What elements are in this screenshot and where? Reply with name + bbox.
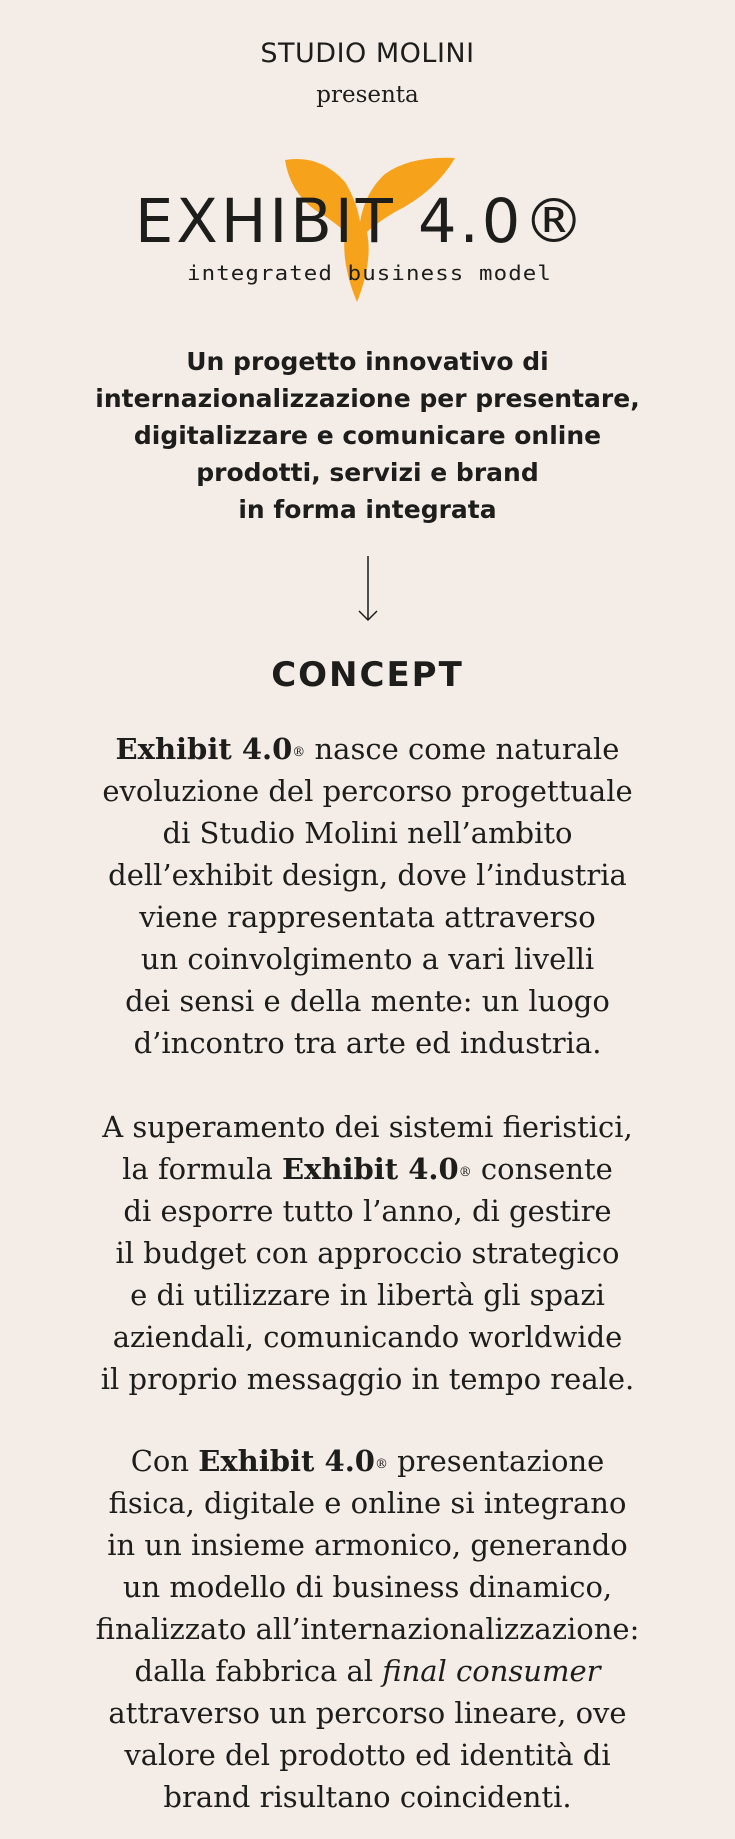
line-text: la formula — [122, 1152, 282, 1186]
paragraph-line: finalizzato all’internazionalizzazione: — [95, 1612, 640, 1646]
paragraph-line: attraverso un percorso lineare, ove — [108, 1696, 627, 1730]
logo-subline: integrated business model — [187, 261, 552, 285]
paragraph-line: fisica, digitale e online si integrano — [108, 1486, 627, 1520]
line-text: Con — [130, 1444, 199, 1478]
presenta-label: presenta — [316, 82, 419, 108]
paragraph-line: valore del prodotto ed identità di — [124, 1738, 611, 1772]
concept-paragraph-1 — [30, 728, 705, 1064]
paragraph-line: A superamento dei sistemi fieristici, — [102, 1110, 633, 1144]
exhibit-logo — [135, 152, 605, 312]
tagline-line: internazionalizzazione per presentare, — [95, 384, 640, 413]
italic-term: final consumer — [382, 1654, 601, 1688]
butterfly-logo-icon — [135, 152, 605, 312]
paragraph-line: brand risultano coincidenti. — [163, 1780, 572, 1814]
paragraph-line: di esporre tutto l’anno, di gestire — [123, 1194, 612, 1228]
brand-bold: Exhibit 4.0 — [115, 732, 293, 766]
line-text: consente — [471, 1152, 613, 1186]
registered-mark: ® — [374, 1457, 388, 1472]
brand-bold: Exhibit 4.0 — [281, 1152, 459, 1186]
registered-mark: ® — [292, 745, 306, 760]
tagline-line: Un progetto innovativo di — [186, 347, 549, 376]
brand-bold: Exhibit 4.0 — [198, 1444, 375, 1478]
paragraph-line — [30, 728, 705, 770]
paragraph-line: evoluzione del percorso progettuale — [102, 774, 633, 808]
tagline-line: digitalizzare e comunicare online — [133, 421, 602, 450]
concept-paragraph-3 — [30, 1440, 705, 1818]
paragraph-line: d’incontro tra arte ed industria. — [133, 1026, 602, 1060]
paragraph-line: aziendali, comunicando worldwide — [112, 1320, 623, 1354]
paragraph-line: il budget con approccio strategico — [115, 1236, 620, 1270]
tagline — [40, 343, 695, 528]
down-arrow-icon — [357, 556, 379, 622]
paragraph-line: in un insieme armonico, generando — [107, 1528, 628, 1562]
paragraph-line: dell’exhibit design, dove l’industria — [108, 858, 627, 892]
paragraph-line: un coinvolgimento a vari livelli — [140, 942, 595, 976]
concept-paragraph-2 — [30, 1106, 705, 1400]
line-text: nasce come naturale — [305, 732, 620, 766]
studio-name: STUDIO MOLINI — [260, 38, 475, 69]
paragraph-line: di Studio Molini nell’ambito — [162, 816, 573, 850]
line-text: presentazione — [387, 1444, 605, 1478]
paragraph-line: dei sensi e della mente: un luogo — [125, 984, 610, 1018]
tagline-line: prodotti, servizi e brand — [196, 458, 539, 487]
paragraph-line: e di utilizzare in libertà gli spazi — [130, 1278, 605, 1312]
paragraph-line — [30, 1148, 705, 1190]
paragraph-line — [30, 1650, 705, 1692]
line-text: dalla fabbrica al — [134, 1654, 383, 1688]
registered-mark: ® — [458, 1165, 472, 1180]
paragraph-line: un modello di business dinamico, — [122, 1570, 613, 1604]
logo-wordmark: EXHIBIT 4.0® — [135, 186, 587, 257]
section-title: CONCEPT — [271, 655, 464, 695]
paragraph-line — [30, 1440, 705, 1482]
paragraph-line: il proprio messaggio in tempo reale. — [100, 1362, 635, 1396]
tagline-line: in forma integrata — [238, 495, 497, 524]
paragraph-line: viene rappresentata attraverso — [139, 900, 596, 934]
